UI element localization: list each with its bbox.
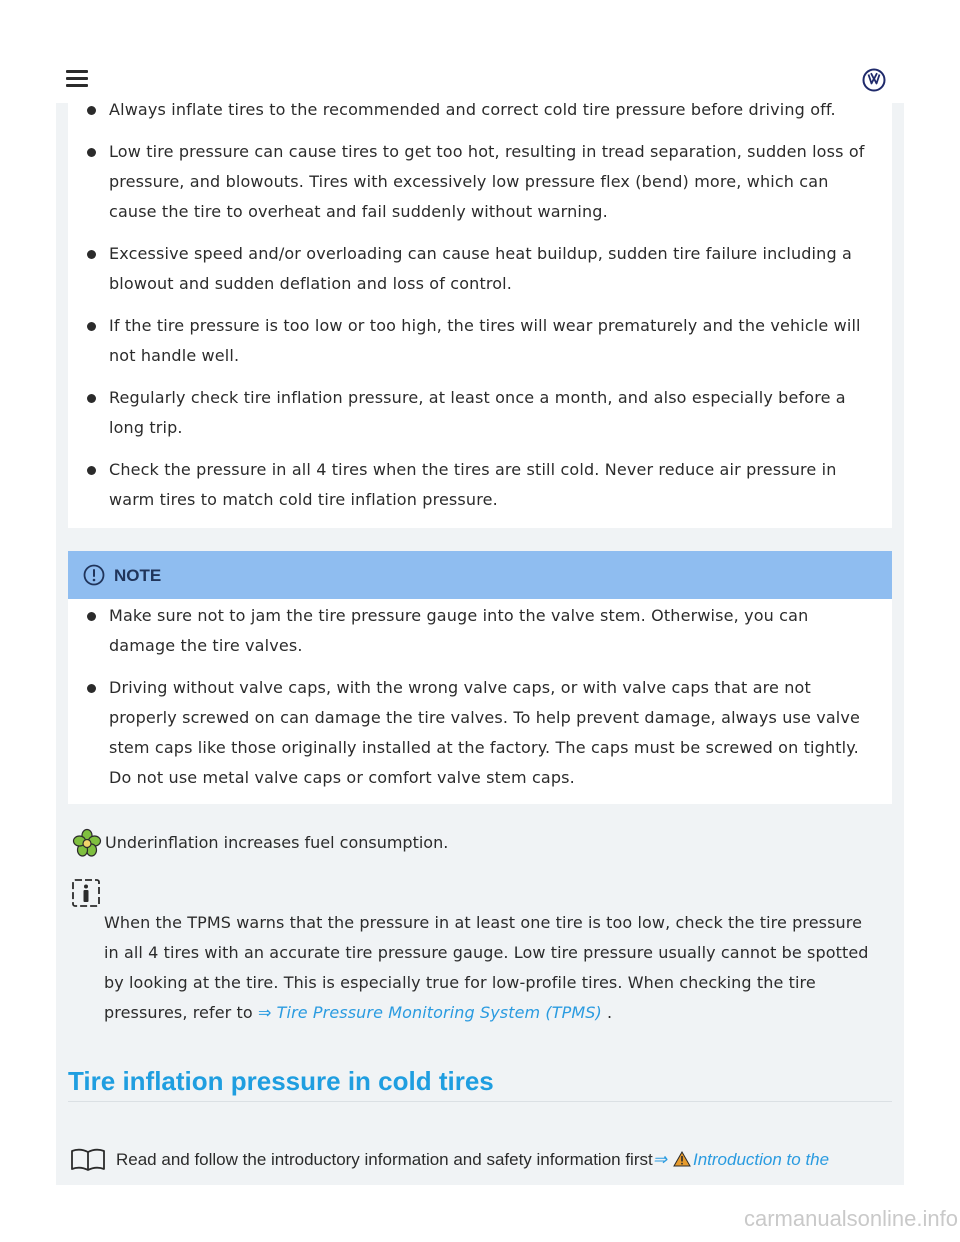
warning-triangle-icon — [673, 1151, 691, 1167]
list-item: If the tire pressure is too low or too high, the tires will wear prematurely and the vehicle will not handle well. — [68, 311, 892, 371]
warning-card — [68, 94, 892, 528]
flower-icon — [72, 828, 102, 858]
intro-arrow[interactable]: ⇒ — [652, 1150, 667, 1169]
open-book-icon — [70, 1148, 106, 1172]
info-body: When the TPMS warns that the pressure in at least one tire is too low, check the tire pressure in all 4 tires with an accurate tire pressure gauge. Low tire pressure usually cannot be spotted by looking at the tire. This is especially true for low-profile tires. When checking the tire pressures, refer to — [104, 913, 869, 1022]
intro-body: Read and follow the introductory information and safety information first — [116, 1150, 653, 1169]
list-item: Check the pressure in all 4 tires when the tires are still cold. Never reduce air pressure in warm tires to match cold tire inflation pressure. — [68, 455, 892, 515]
list-item: Driving without valve caps, with the wrong valve caps, or with valve caps that are not properly screwed on can damage the tire valves. To help prevent damage, always use valve stem caps like those originally installed at the factory. The caps must be screwed on tightly. Do not use metal valve caps or comfort valve stem caps. — [68, 673, 892, 793]
list-item: Regularly check tire inflation pressure, at least once a month, and also especially before a long trip. — [68, 383, 892, 443]
note-list — [68, 601, 892, 805]
tpms-link[interactable]: ⇒ Tire Pressure Monitoring System (TPMS) — [257, 1003, 602, 1022]
warning-list — [68, 95, 892, 527]
intro-text — [116, 1146, 829, 1174]
list-item: Always inflate tires to the recommended and correct cold tire pressure before driving off. — [68, 95, 892, 125]
exclamation-circle-icon — [83, 564, 105, 586]
note-title: NOTE — [114, 566, 162, 585]
environment-text: Underinflation increases fuel consumption. — [105, 833, 449, 852]
section-title: Tire inflation pressure in cold tires — [68, 1066, 494, 1096]
note-card — [68, 551, 892, 804]
watermark: carmanualsonline.info — [743, 1206, 958, 1231]
note-header — [68, 551, 892, 599]
environment-note — [72, 828, 882, 858]
list-item: Excessive speed and/or overloading can cause heat buildup, sudden tire failure including a blowout and sudden deflation and loss of control. — [68, 239, 892, 299]
info-icon — [71, 878, 101, 908]
hamburger-menu-icon[interactable] — [66, 70, 88, 88]
list-item: Low tire pressure can cause tires to get too hot, resulting in tread separation, sudden loss of pressure, and blowouts. Tires with excessively low pressure flex (bend) more, which can cause the tire to overheat and fail suddenly without warning. — [68, 137, 892, 227]
intro-reference — [70, 1146, 900, 1174]
introduction-link[interactable]: Introduction to the — [692, 1150, 830, 1169]
list-item: Make sure not to jam the tire pressure gauge into the valve stem. Otherwise, you can damage the tire valves. — [68, 601, 892, 661]
vw-logo-icon[interactable] — [862, 68, 886, 92]
info-suffix: . — [601, 1003, 613, 1022]
section-divider — [68, 1101, 892, 1102]
info-text — [104, 908, 876, 1028]
